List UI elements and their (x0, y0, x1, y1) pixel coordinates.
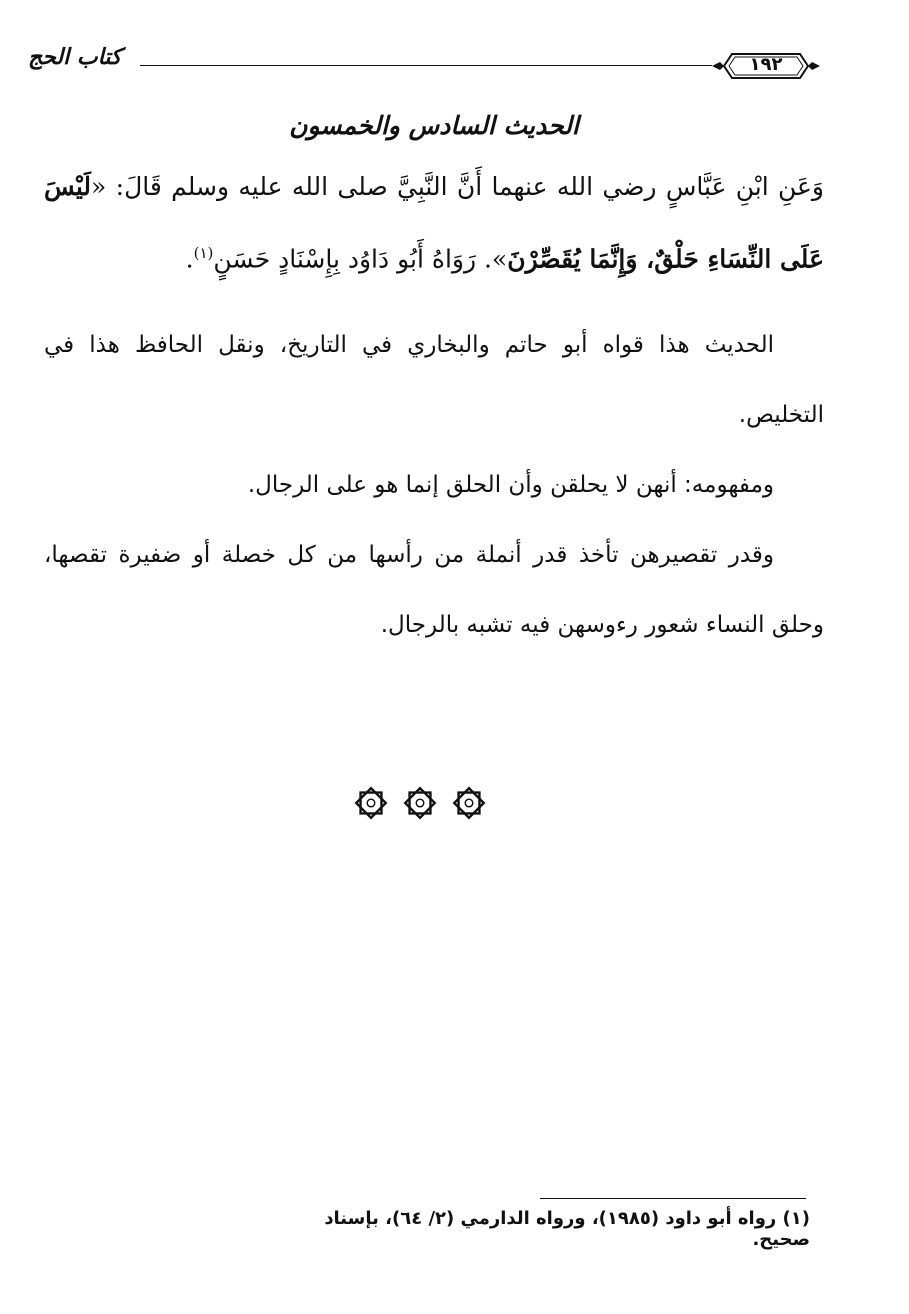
eight-point-star-icon (401, 784, 439, 822)
page-header (22, 40, 822, 90)
page-number: ١٩٢ (749, 54, 783, 75)
hadith-title: الحديث السادس والخمسون (289, 111, 579, 140)
narration-closing: ». رَوَاهُ أَبُو دَاوُد بِإِسْنَادٍ حَسَنٍ (213, 244, 508, 274)
narration-intro: وَعَنِ ابْنِ عَبَّاسٍ رضي الله عنهما أَنَّ النَّبِيَّ صلى الله عليه وسلم قَالَ: « (91, 172, 824, 201)
page-number-cartouche (710, 46, 822, 86)
commentary-paragraph: ومفهومه: أنهن لا يحلقن وأن الحلق إنما هو على الرجال. (247, 472, 774, 499)
hadith-text (44, 154, 824, 292)
footnote: (١) رواه أبو داود (١٩٨٥)، ورواه الدارمي (٢/ ٦٤)، بإسناد صحيح. (324, 1208, 810, 1250)
eight-point-star-icon (352, 784, 390, 822)
eight-point-star-icon (450, 784, 488, 822)
page-body (44, 105, 824, 660)
book-title: كتاب الحج (28, 44, 122, 70)
footnote-marker[interactable]: (١) (193, 244, 214, 262)
section-end-ornaments (352, 784, 500, 828)
footnote-separator (540, 1198, 806, 1199)
commentary-paragraph: وقدر تقصيرهن تأخذ قدر أنملة من رأسها من كل خصلة أو ضفيرة تقصها، وحلق النساء شعور رءوسهن فيه تشبه بالرجال. (44, 542, 824, 639)
commentary-paragraph: الحديث هذا قواه أبو حاتم والبخاري في التاريخ، ونقل الحافظ هذا في التخليص. (44, 332, 824, 429)
header-rule (140, 65, 712, 66)
end-period: . (185, 244, 194, 274)
prophetic-words: لَيْسَ عَلَى النِّسَاءِ حَلْقٌ، وَإِنَّمَا يُقَصِّرْنَ (44, 172, 824, 274)
